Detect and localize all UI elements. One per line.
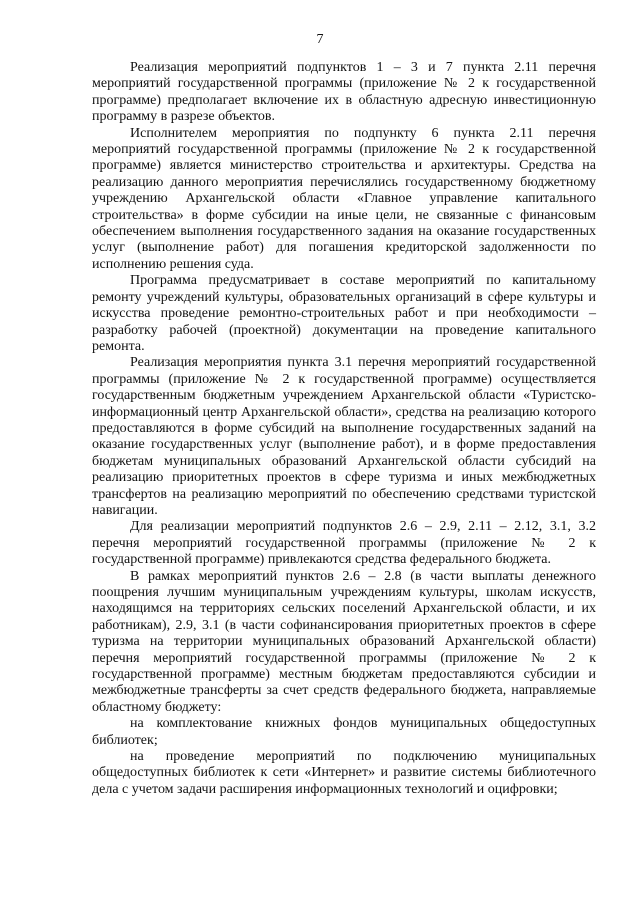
paragraph-1: Реализация мероприятий подпунктов 1 – 3 и 7 пункта 2.11 перечня мероприятий государственной программы (приложение № 2 к государственной программе) предполагает включение их в областную адресную инвестиционную программу в разрезе объектов. xyxy=(92,60,596,125)
page-number: 7 xyxy=(316,32,324,47)
paragraph-6: В рамках мероприятий пунктов 2.6 – 2.8 (в части выплаты денежного поощрения лучшим муниципальным учреждениям культуры, школам искусств, находящимся на территориях сельских поселений Архангельской области, и их работникам), 2.9, 3.1 (в части софинансирования приоритетных проектов в сфере туризма на территории муниципальных образований Архангельской области) перечня мероприятий государственной программы (приложение № 2 к государственной программе) местным бюджетам предоставляются субсидии и межбюджетные трансферты за счет средств федерального бюджета, направляемые областному бюджету: xyxy=(92,568,596,715)
paragraph-5: Для реализации мероприятий подпунктов 2.6 – 2.9, 2.11 – 2.12, 3.1, 3.2 перечня мероприятий государственной программы (приложение № 2 к государственной программе) привлекаются средства федерального бюджета. xyxy=(92,519,596,568)
paragraph-4: Реализация мероприятия пункта 3.1 перечня мероприятий государственной программы (приложение № 2 к государственной программе) осуществляется государственным бюджетным учреждением Архангельской области «Туристско-информационный центр Архангельской области», средства на реализацию которого предоставляются в форме субсидий на выполнение государственных заданий на оказание государственных услуг (выполнение работ), и в форме предоставления бюджетам муниципальных образований Архангельской области субсидий на реализацию приоритетных проектов в сфере туризма и иных межбюджетных трансфертов на реализацию мероприятий по обеспечению средствами туристской навигации. xyxy=(92,355,596,518)
paragraph-3: Программа предусматривает в составе мероприятий по капитальному ремонту учреждений культуры, образовательных организаций в сфере культуры и искусства проведение ремонтно-строительных работ и при необходимости – разработку рабочей (проектной) документации на проведение капитального ремонта. xyxy=(92,273,596,354)
list-item-2: на проведение мероприятий по подключению муниципальных общедоступных библиотек к сети «Интернет» и развитие системы библиотечного дела с учетом задачи расширения информационных технологий и оцифровки; xyxy=(92,749,596,797)
list-item-1: на комплектование книжных фондов муниципальных общедоступных библиотек; xyxy=(92,716,596,748)
paragraph-2: Исполнителем мероприятия по подпункту 6 пункта 2.11 перечня мероприятий государственной программы (приложение № 2 к государственной программе) является министерство строительства и архитектуры. Средства на реализацию данного мероприятия перечислялись государственному бюджетному учреждению Архангельской области «Главное управление капитального строительства» в форме субсидии на иные цели, не связанные с финансовым обеспечением выполнения государственного задания на оказание государственных услуг (выполнение работ) для погашения кредиторской задолженности по исполнению решения суда. xyxy=(92,125,596,272)
document-body xyxy=(92,60,596,798)
